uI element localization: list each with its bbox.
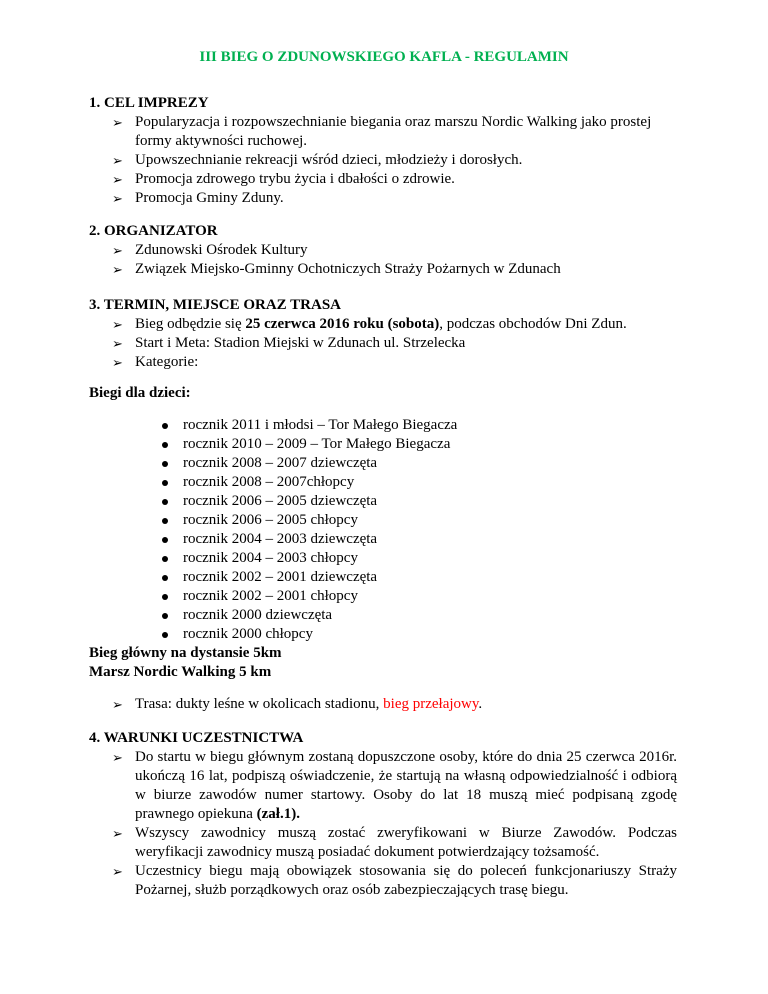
children-runs-heading: Biegi dla dzieci: [89, 385, 191, 401]
arrow-bullet-icon: ➢ [112, 864, 123, 879]
list-item: ➢ Start i Meta: Stadion Miejski w Zdunach ul. Strzelecka [112, 335, 466, 351]
dot-bullet-icon [162, 480, 168, 486]
arrow-bullet-icon: ➢ [112, 750, 123, 765]
arrow-bullet-icon: ➢ [112, 826, 123, 841]
arrow-bullet-icon: ➢ [112, 697, 123, 712]
main-run-label: Bieg główny na dystansie 5km [89, 645, 282, 661]
section-4-list [112, 748, 677, 900]
section-2-list [112, 241, 677, 279]
attachment-ref: (zał.1). [256, 806, 300, 822]
list-item: ➢ Promocja Gminy Zduny. [112, 190, 284, 206]
dot-bullet-icon [162, 423, 168, 429]
arrow-bullet-icon: ➢ [112, 355, 123, 370]
list-item: ➢ Upowszechnianie rekreacji wśród dzieci, młodzieży i dorosłych. [112, 152, 523, 168]
section-3-list [112, 315, 677, 372]
list-item: ➢ Bieg odbędzie się 25 czerwca 2016 roku (sobota), podczas obchodów Dni Zdun. [112, 316, 627, 332]
section-3-heading: 3. TERMIN, MIEJSCE ORAZ TRASA [89, 297, 341, 313]
route-type-highlight: bieg przełajowy [383, 696, 479, 712]
list-item: ➢ Trasa: dukty leśne w okolicach stadionu, bieg przełajowy. [112, 696, 483, 712]
arrow-bullet-icon: ➢ [112, 191, 123, 206]
nordic-walk-label: Marsz Nordic Walking 5 km [89, 664, 272, 680]
category-item: rocznik 2004 – 2003 dziewczęta [162, 530, 457, 549]
category-item: rocznik 2002 – 2001 dziewczęta [162, 568, 457, 587]
arrow-bullet-icon: ➢ [112, 115, 123, 130]
arrow-bullet-icon: ➢ [112, 262, 123, 277]
category-item: rocznik 2008 – 2007chłopcy [162, 473, 457, 492]
list-item: ➢ Promocja zdrowego trybu życia i dbałości o zdrowie. [112, 171, 455, 187]
route-list [112, 695, 677, 714]
list-item: ➢ Do startu w biegu głównym zostaną dopuszczone osoby, które do dnia 25 czerwca 2016r. ukończą 16 lat, podpiszą oświadczenie, że startują na własną odpowiedzialność i odbiorą w biurze zawodów numer startowy. Osoby do lat 18 muszą mieć podpisaną zgodę prawnego opiekuna (zał.1). [112, 749, 677, 822]
list-item: ➢ Popularyzacja i rozpowszechnianie biegania oraz marszu Nordic Walking jako prostej formy aktywności ruchowej. [112, 114, 652, 149]
list-item: ➢ Kategorie: [112, 354, 199, 370]
dot-bullet-icon [162, 518, 168, 524]
category-item: rocznik 2010 – 2009 – Tor Małego Biegacza [162, 435, 457, 454]
section-1-heading: 1. CEL IMPREZY [89, 95, 209, 111]
category-item: rocznik 2008 – 2007 dziewczęta [162, 454, 457, 473]
category-item: rocznik 2004 – 2003 chłopcy [162, 549, 457, 568]
document-title: III BIEG O ZDUNOWSKIEGO KAFLA - REGULAMIN [199, 49, 569, 65]
category-item: rocznik 2000 chłopcy [162, 625, 457, 644]
dot-bullet-icon [162, 499, 168, 505]
category-item: rocznik 2002 – 2001 chłopcy [162, 587, 457, 606]
dot-bullet-icon [162, 594, 168, 600]
dot-bullet-icon [162, 442, 168, 448]
category-item: rocznik 2011 i młodsi – Tor Małego Biegacza [162, 416, 457, 435]
section-4-heading: 4. WARUNKI UCZESTNICTWA [89, 730, 304, 746]
section-2-heading: 2. ORGANIZATOR [89, 223, 218, 239]
dot-bullet-icon [162, 537, 168, 543]
arrow-bullet-icon: ➢ [112, 172, 123, 187]
arrow-bullet-icon: ➢ [112, 317, 123, 332]
list-item: ➢ Uczestnicy biegu mają obowiązek stosowania się do poleceń funkcjonariuszy Straży Pożarnej, służb porządkowych oraz osób zabezpieczających trasę biegu. [112, 863, 677, 898]
children-categories-list [162, 416, 457, 644]
arrow-bullet-icon: ➢ [112, 153, 123, 168]
dot-bullet-icon [162, 613, 168, 619]
category-item: rocznik 2000 dziewczęta [162, 606, 457, 625]
list-item: ➢ Wszyscy zawodnicy muszą zostać zweryfikowani w Biurze Zawodów. Podczas weryfikacji zawodnicy muszą posiadać dokument potwierdzający tożsamość. [112, 825, 677, 860]
arrow-bullet-icon: ➢ [112, 336, 123, 351]
category-item: rocznik 2006 – 2005 dziewczęta [162, 492, 457, 511]
category-item: rocznik 2006 – 2005 chłopcy [162, 511, 457, 530]
dot-bullet-icon [162, 575, 168, 581]
event-date: 25 czerwca 2016 roku (sobota) [245, 316, 440, 332]
dot-bullet-icon [162, 556, 168, 562]
arrow-bullet-icon: ➢ [112, 243, 123, 258]
list-item: ➢ Związek Miejsko-Gminny Ochotniczych Straży Pożarnych w Zdunach [112, 261, 561, 277]
dot-bullet-icon [162, 461, 168, 467]
section-1-list [112, 113, 677, 208]
dot-bullet-icon [162, 632, 168, 638]
list-item: ➢ Zdunowski Ośrodek Kultury [112, 242, 308, 258]
